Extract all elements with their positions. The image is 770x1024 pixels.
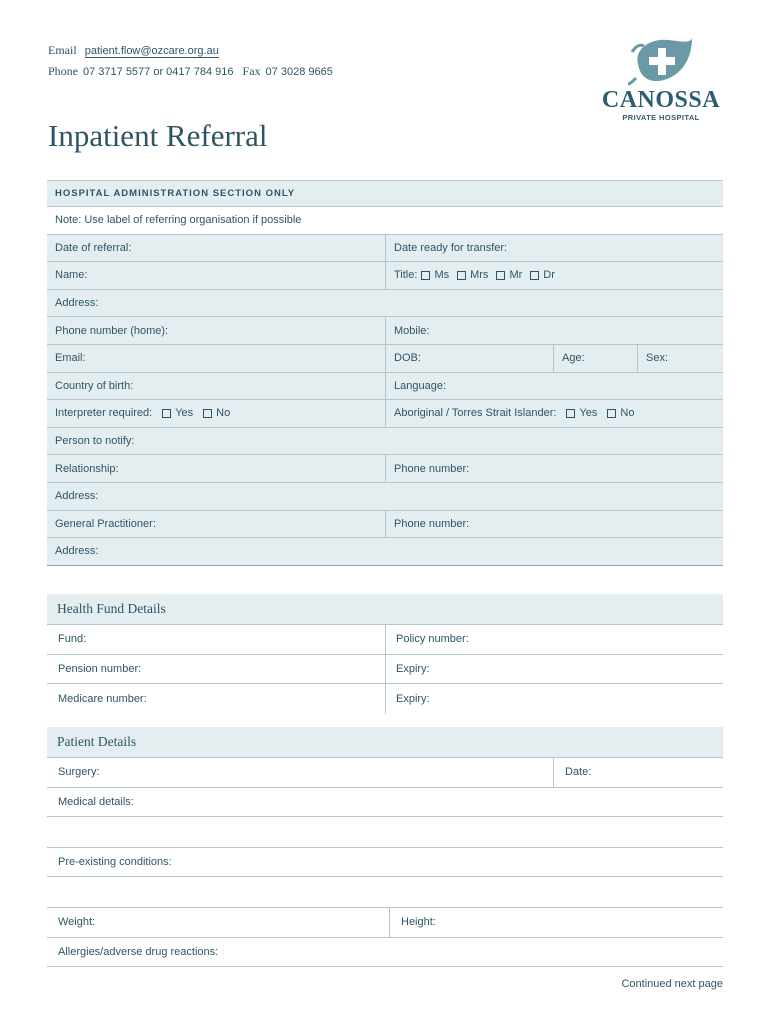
patient-details-section [47,727,723,967]
aboriginal-yes-checkbox[interactable] [566,409,575,418]
age-field[interactable]: Age: [553,345,637,372]
page-title: Inpatient Referral [48,118,268,153]
title-dr-label: Dr [543,269,555,282]
medicare-row [47,684,723,714]
logo-subtitle: PRIVATE HOSPITAL [622,113,700,122]
title-mrs-checkbox[interactable] [457,271,466,280]
medicare-expiry-field[interactable]: Expiry: [385,684,723,714]
name-field[interactable]: Name: [55,269,88,282]
title-ms-checkbox[interactable] [421,271,430,280]
pension-expiry-field[interactable]: Expiry: [385,655,723,684]
address-field[interactable]: Address: [55,297,99,310]
gp-field[interactable]: General Practitioner: [55,517,156,530]
date-of-referral-field[interactable]: Date of referral: [55,241,132,254]
aboriginal-no-label: No [620,407,635,420]
notify-address-field[interactable]: Address: [55,490,99,503]
sex-field[interactable]: Sex: [637,345,723,372]
preexisting-row [47,848,723,878]
admin-header: HOSPITAL ADMINISTRATION SECTION ONLY [55,188,296,199]
surgery-date-field[interactable]: Date: [553,758,723,787]
medical-details-blank-line[interactable] [47,817,723,848]
pension-number-field[interactable]: Pension number: [58,662,142,675]
canossa-logo [598,34,724,126]
preexisting-conditions-field[interactable]: Pre-existing conditions: [58,856,172,869]
logo-brand: CANOSSA [601,87,721,113]
gp-address-row [47,538,723,566]
admin-note: Note: Use label of referring organisation if possible [55,214,302,227]
medical-details-field[interactable]: Medical details: [58,795,134,808]
health-fund-section [47,594,723,714]
language-field[interactable]: Language: [385,373,723,400]
title-label: Title: [394,269,418,282]
phone-home-field[interactable]: Phone number (home): [55,324,169,337]
weight-field[interactable]: Weight: [58,916,96,929]
fax-value: 07 3028 9665 [265,66,333,78]
interpreter-no-checkbox[interactable] [203,409,212,418]
allergies-row [47,938,723,968]
title-dr-checkbox[interactable] [530,271,539,280]
interpreter-row [47,400,723,428]
country-language-row [47,373,723,401]
email-link[interactable]: patient.flow@ozcare.org.au [84,45,219,57]
date-ready-field[interactable]: Date ready for transfer: [385,235,723,262]
aboriginal-yes-label: Yes [579,407,598,420]
surgery-row [47,758,723,788]
referral-dates-row [47,235,723,263]
person-notify-field[interactable]: Person to notify: [55,435,135,448]
health-fund-heading: Health Fund Details [47,594,723,625]
interpreter-field [47,400,385,427]
phone-label: Phone [48,64,78,78]
height-field[interactable]: Height: [389,908,723,937]
email-label: Email [48,43,77,57]
gp-address-field[interactable]: Address: [55,545,99,558]
phone-value: 07 3717 5577 or 0417 784 916 [83,66,234,78]
interpreter-label: Interpreter required: [55,407,153,420]
gp-row [47,511,723,539]
relationship-row [47,455,723,483]
dob-field[interactable]: DOB: [385,345,553,372]
policy-number-field[interactable]: Policy number: [385,625,723,654]
admin-note-row [47,207,723,235]
email-line [48,40,333,61]
interpreter-yes-label: Yes [175,407,194,420]
pension-row [47,655,723,685]
surgery-field[interactable]: Surgery: [58,766,100,779]
continued-next-page: Continued next page [621,978,723,990]
interpreter-no-label: No [216,407,231,420]
weight-height-row [47,908,723,938]
medical-details-row [47,788,723,818]
address-row [47,290,723,318]
logo-mark-icon [626,34,696,86]
title-mr-label: Mr [509,269,523,282]
email-dob-row [47,345,723,373]
fund-row [47,625,723,655]
medicare-number-field[interactable]: Medicare number: [58,692,147,705]
phone-row [47,317,723,345]
notify-phone-field[interactable]: Phone number: [385,455,723,482]
aboriginal-no-checkbox[interactable] [607,409,616,418]
phone-line [48,61,333,82]
aboriginal-label: Aboriginal / Torres Strait Islander: [394,407,557,420]
title-mr-checkbox[interactable] [496,271,505,280]
interpreter-yes-checkbox[interactable] [162,409,171,418]
aboriginal-field [385,400,723,427]
preexisting-blank-line[interactable] [47,877,723,908]
fund-field[interactable]: Fund: [58,633,87,646]
title-ms-label: Ms [434,269,450,282]
mobile-field[interactable]: Mobile: [385,317,723,344]
admin-section [47,180,723,566]
person-notify-row [47,428,723,456]
admin-header-row [47,180,723,207]
name-row [47,262,723,290]
relationship-field[interactable]: Relationship: [55,462,119,475]
contact-block [48,40,333,82]
notify-address-row [47,483,723,511]
gp-phone-field[interactable]: Phone number: [385,511,723,538]
title-mrs-label: Mrs [470,269,489,282]
fax-label: Fax [242,64,261,78]
country-of-birth-field[interactable]: Country of birth: [55,379,134,392]
email-field[interactable]: Email: [55,352,86,365]
title-field [385,262,723,289]
patient-details-heading: Patient Details [47,727,723,758]
allergies-field[interactable]: Allergies/adverse drug reactions: [58,945,219,958]
